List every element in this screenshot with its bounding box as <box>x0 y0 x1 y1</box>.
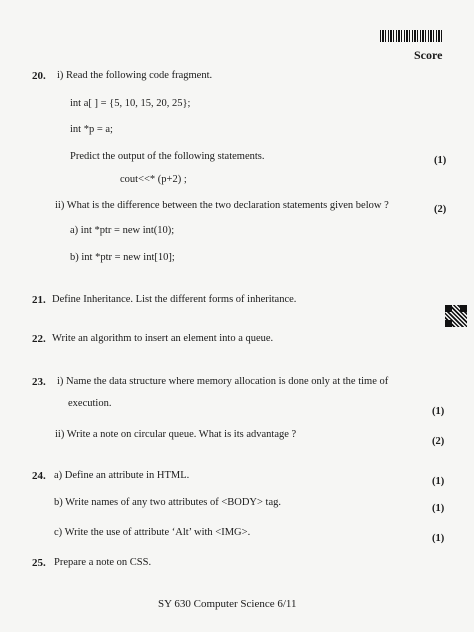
question-22-number: 22. <box>32 333 46 345</box>
qr-code-graphic <box>444 304 468 328</box>
question-20-i-marks: (1) <box>434 155 447 166</box>
question-20-code-line-2: int *p = a; <box>70 124 113 135</box>
question-25-number: 25. <box>32 557 46 569</box>
question-20-ii-marks: (2) <box>434 204 447 215</box>
question-23-part-i-continued: execution. <box>68 398 112 409</box>
question-23-part-i: i) Name the data structure where memory allocation is done only at the time of <box>57 376 389 387</box>
question-25-text: Prepare a note on CSS. <box>54 557 152 568</box>
barcode-graphic <box>380 30 444 42</box>
question-23-ii-marks: (2) <box>432 436 445 447</box>
question-20-code-line-1: int a[ ] = {5, 10, 15, 20, 25}; <box>70 98 191 109</box>
question-20-part-i: i) Read the following code fragment. <box>57 70 213 81</box>
question-24-part-c: c) Write the use of attribute ‘Alt’ with <IMG>. <box>54 527 251 538</box>
question-20-option-b: b) int *ptr = new int[10]; <box>70 252 175 263</box>
question-20-part-ii: ii) What is the difference between the two declaration statements given below ? <box>55 200 389 211</box>
question-21-number: 21. <box>32 294 46 306</box>
question-24-part-b: b) Write names of any two attributes of <BODY> tag. <box>54 497 282 508</box>
question-23-i-marks: (1) <box>432 406 445 417</box>
page-footer: SY 630 Computer Science 6/11 <box>158 598 297 610</box>
question-22-text: Write an algorithm to insert an element into a queue. <box>52 333 274 344</box>
question-21-text: Define Inheritance. List the different forms of inheritance. <box>52 294 297 305</box>
score-label: Score <box>414 48 443 62</box>
question-20-option-a: a) int *ptr = new int(10); <box>70 225 175 236</box>
question-24-a-marks: (1) <box>432 476 445 487</box>
question-23-part-ii: ii) Write a note on circular queue. What is its advantage ? <box>55 429 297 440</box>
question-24-b-marks: (1) <box>432 503 445 514</box>
question-20-number: 20. <box>32 70 46 82</box>
question-23-number: 23. <box>32 376 46 388</box>
question-24-c-marks: (1) <box>432 533 445 544</box>
question-20-cout-statement: cout<<* (p+2) ; <box>120 174 187 185</box>
question-20-predict-instruction: Predict the output of the following statements. <box>70 151 265 162</box>
question-24-part-a: a) Define an attribute in HTML. <box>54 470 190 481</box>
question-24-number: 24. <box>32 470 46 482</box>
